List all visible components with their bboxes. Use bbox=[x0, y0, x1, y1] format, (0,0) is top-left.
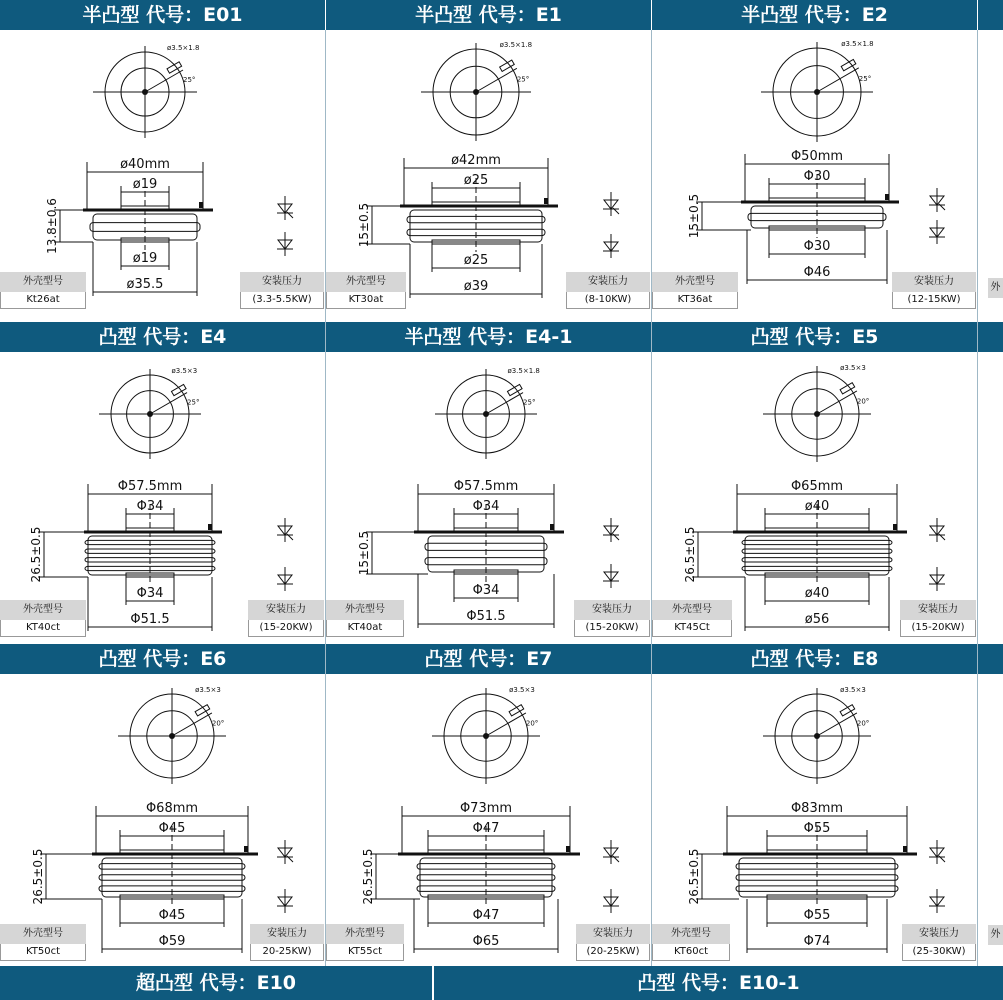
pressure-box bbox=[902, 924, 976, 961]
shell-type-value: KT60ct bbox=[652, 944, 730, 961]
pressure-box bbox=[250, 924, 324, 961]
inner-diameter-top: ø25 bbox=[463, 173, 489, 188]
gate-terminal bbox=[208, 524, 212, 530]
height-label: 26.5±0.5 bbox=[683, 526, 697, 583]
header-e8: 凸型 代号：E8 bbox=[652, 644, 977, 674]
gate-size-label: ø3.5×1.8 bbox=[507, 367, 540, 375]
inner-diameter-top: Φ34 bbox=[136, 499, 164, 514]
inner-diameter-bottom: ø19 bbox=[132, 251, 158, 266]
height-label: 13.8±0.6 bbox=[45, 198, 59, 254]
pressure-label: 安装压力 bbox=[576, 924, 650, 944]
inner-diameter-bottom: ø25 bbox=[463, 253, 489, 268]
outer-diameter-top: Φ73mm bbox=[459, 801, 513, 816]
shell-type-box bbox=[326, 272, 406, 309]
gate-lead bbox=[817, 68, 859, 92]
inner-diameter-bottom: ø40 bbox=[804, 586, 830, 601]
header-strip-1 bbox=[978, 0, 1003, 30]
pressure-box bbox=[574, 600, 650, 637]
shell-type-value: KT40ct bbox=[0, 620, 86, 637]
pressure-box bbox=[900, 600, 976, 637]
shell-type-value: KT45Ct bbox=[652, 620, 732, 637]
pressure-value: (15-20KW) bbox=[900, 620, 976, 637]
pressure-label: 安装压力 bbox=[248, 600, 324, 620]
shell-type-label: 外壳型号 bbox=[326, 272, 406, 292]
pressure-value: 20-25KW) bbox=[250, 944, 324, 961]
pressure-value: (12-15KW) bbox=[892, 292, 976, 309]
gate-size-label: ø3.5×3 bbox=[171, 367, 198, 375]
outer-diameter-bottom: Φ59 bbox=[158, 934, 186, 949]
shell-type-box bbox=[0, 924, 86, 961]
outer-diameter-top: Φ57.5mm bbox=[117, 479, 183, 494]
header-e4-1: 半凸型 代号：E4-1 bbox=[326, 322, 651, 352]
inner-diameter-bottom: Φ30 bbox=[803, 239, 831, 254]
outer-diameter-bottom: ø35.5 bbox=[126, 277, 164, 292]
height-label: 26.5±0.5 bbox=[687, 848, 701, 905]
height-label: 26.5±0.5 bbox=[31, 848, 45, 905]
gate-terminal bbox=[903, 846, 907, 852]
shell-type-label: 外壳型号 bbox=[0, 272, 86, 292]
inner-diameter-top: ø19 bbox=[132, 177, 158, 192]
height-label: 26.5±0.5 bbox=[29, 526, 43, 583]
pressure-label: 安装压力 bbox=[240, 272, 324, 292]
inner-diameter-bottom: Φ34 bbox=[136, 586, 164, 601]
shell-type-value: KT30at bbox=[326, 292, 406, 309]
outer-diameter-top: Φ65mm bbox=[790, 479, 844, 494]
pressure-label: 安装压力 bbox=[902, 924, 976, 944]
inner-diameter-top: Φ45 bbox=[158, 821, 186, 836]
outer-diameter-top: ø40mm bbox=[120, 157, 170, 172]
angle-label: 25° bbox=[516, 75, 530, 84]
pressure-box bbox=[248, 600, 324, 637]
gate-lead bbox=[817, 391, 857, 414]
shell-type-value: Kt26at bbox=[0, 292, 86, 309]
gate-size-label: ø3.5×1.8 bbox=[499, 41, 533, 49]
gate-lead bbox=[145, 70, 183, 92]
gate-size-label: ø3.5×3 bbox=[840, 686, 866, 694]
gate-size-label: ø3.5×1.8 bbox=[841, 40, 874, 48]
shell-type-box bbox=[652, 600, 732, 637]
pressure-label: 安装压力 bbox=[892, 272, 976, 292]
angle-label: 20° bbox=[856, 397, 870, 406]
shell-type-label: 外壳型号 bbox=[652, 272, 738, 292]
cut-off-label-text: 外 bbox=[988, 925, 1003, 945]
outer-diameter-bottom: Φ74 bbox=[803, 934, 831, 949]
angle-label: 25° bbox=[187, 398, 200, 407]
gate-lead bbox=[817, 713, 857, 736]
shell-type-value: KT50ct bbox=[0, 944, 86, 961]
outer-diameter-top: Φ57.5mm bbox=[453, 479, 519, 494]
outer-diameter-top: Φ50mm bbox=[790, 149, 844, 164]
shell-type-box bbox=[326, 600, 404, 637]
pressure-box bbox=[892, 272, 976, 309]
pressure-box bbox=[566, 272, 650, 309]
header-strip-3 bbox=[978, 644, 1003, 674]
gate-terminal bbox=[893, 524, 897, 530]
package-drawing bbox=[0, 674, 324, 966]
gate-lead bbox=[150, 393, 187, 414]
package-cell-e6 bbox=[0, 674, 324, 966]
inner-diameter-top: Φ30 bbox=[803, 169, 831, 184]
pressure-value: (8-10KW) bbox=[566, 292, 650, 309]
angle-label: 20° bbox=[211, 719, 225, 728]
angle-label: 20° bbox=[856, 719, 870, 728]
gate-lead bbox=[486, 393, 523, 414]
shell-type-value: KT55ct bbox=[326, 944, 404, 961]
shell-type-value: KT36at bbox=[652, 292, 738, 309]
gate-size-label: ø3.5×3 bbox=[195, 686, 221, 694]
cut-off-label bbox=[988, 925, 1003, 945]
inner-diameter-top: ø40 bbox=[804, 499, 830, 514]
header-e10-1: 凸型 代号：E10-1 bbox=[434, 966, 1003, 1000]
shell-type-box bbox=[652, 272, 738, 309]
shell-type-label: 外壳型号 bbox=[0, 924, 86, 944]
gate-terminal bbox=[544, 198, 548, 204]
header-e6: 凸型 代号：E6 bbox=[0, 644, 325, 674]
gate-terminal bbox=[199, 202, 203, 208]
gate-terminal bbox=[885, 194, 889, 200]
gate-lead bbox=[476, 68, 517, 92]
header-e1: 半凸型 代号：E1 bbox=[326, 0, 651, 30]
gate-lead bbox=[172, 713, 212, 736]
angle-label: 20° bbox=[525, 719, 539, 728]
outer-diameter-bottom: Φ51.5 bbox=[130, 612, 170, 627]
inner-diameter-top: Φ34 bbox=[472, 499, 500, 514]
angle-label: 25° bbox=[523, 398, 536, 407]
outer-diameter-top: ø42mm bbox=[451, 153, 501, 168]
package-cell-e7 bbox=[326, 674, 650, 966]
outer-diameter-bottom: Φ51.5 bbox=[466, 609, 506, 624]
header-e4: 凸型 代号：E4 bbox=[0, 322, 325, 352]
column-divider bbox=[977, 30, 978, 966]
shell-type-box bbox=[0, 272, 86, 309]
pressure-box bbox=[240, 272, 324, 309]
header-e5: 凸型 代号：E5 bbox=[652, 322, 977, 352]
cut-off-label-text: 外 bbox=[988, 278, 1003, 298]
package-cell-e8 bbox=[652, 674, 976, 966]
pressure-value: (20-25KW) bbox=[576, 944, 650, 961]
inner-diameter-bottom: Φ55 bbox=[803, 908, 831, 923]
shell-type-box bbox=[326, 924, 404, 961]
gate-terminal bbox=[566, 846, 570, 852]
inner-diameter-top: Φ55 bbox=[803, 821, 831, 836]
pressure-value: (3.3-5.5KW) bbox=[240, 292, 324, 309]
outer-diameter-bottom: ø56 bbox=[804, 612, 830, 627]
pressure-value: (15-20KW) bbox=[248, 620, 324, 637]
outer-diameter-bottom: Φ65 bbox=[472, 934, 500, 949]
outer-diameter-bottom: Φ46 bbox=[803, 265, 831, 280]
height-label: 15±0.5 bbox=[687, 193, 701, 239]
height-label: 15±0.5 bbox=[357, 202, 371, 248]
pressure-value: (15-20KW) bbox=[574, 620, 650, 637]
shell-type-label: 外壳型号 bbox=[326, 600, 404, 620]
pressure-label: 安装压力 bbox=[574, 600, 650, 620]
gate-size-label: ø3.5×1.8 bbox=[167, 44, 200, 52]
header-e2: 半凸型 代号：E2 bbox=[652, 0, 977, 30]
shell-type-box bbox=[0, 600, 86, 637]
inner-diameter-bottom: Φ34 bbox=[472, 583, 500, 598]
shell-type-label: 外壳型号 bbox=[326, 924, 404, 944]
angle-label: 25° bbox=[183, 76, 196, 84]
pressure-label: 安装压力 bbox=[250, 924, 324, 944]
header-e10: 超凸型 代号：E10 bbox=[0, 966, 432, 1000]
height-label: 26.5±0.5 bbox=[361, 848, 375, 905]
outer-diameter-top: Φ68mm bbox=[145, 801, 199, 816]
header-e7: 凸型 代号：E7 bbox=[326, 644, 651, 674]
package-drawing bbox=[652, 674, 976, 966]
angle-label: 25° bbox=[858, 75, 872, 83]
gate-terminal bbox=[550, 524, 554, 530]
pressure-label: 安装压力 bbox=[900, 600, 976, 620]
shell-type-label: 外壳型号 bbox=[0, 600, 86, 620]
header-strip-2 bbox=[978, 322, 1003, 352]
shell-type-label: 外壳型号 bbox=[652, 600, 732, 620]
outer-diameter-bottom: ø39 bbox=[463, 279, 489, 294]
height-label: 15±0.5 bbox=[357, 530, 371, 576]
inner-diameter-top: Φ47 bbox=[472, 821, 500, 836]
gate-terminal bbox=[244, 846, 248, 852]
pressure-label: 安装压力 bbox=[566, 272, 650, 292]
inner-diameter-bottom: Φ45 bbox=[158, 908, 186, 923]
gate-size-label: ø3.5×3 bbox=[509, 686, 535, 694]
shell-type-value: KT40at bbox=[326, 620, 404, 637]
pressure-value: (25-30KW) bbox=[902, 944, 976, 961]
shell-type-box bbox=[652, 924, 730, 961]
gate-size-label: ø3.5×3 bbox=[840, 364, 866, 372]
package-drawing bbox=[326, 674, 650, 966]
shell-type-label: 外壳型号 bbox=[652, 924, 730, 944]
cut-off-label bbox=[988, 278, 1003, 298]
pressure-box bbox=[576, 924, 650, 961]
inner-diameter-bottom: Φ47 bbox=[472, 908, 500, 923]
header-e01: 半凸型 代号：E01 bbox=[0, 0, 325, 30]
gate-lead bbox=[486, 713, 526, 736]
outer-diameter-top: Φ83mm bbox=[790, 801, 844, 816]
